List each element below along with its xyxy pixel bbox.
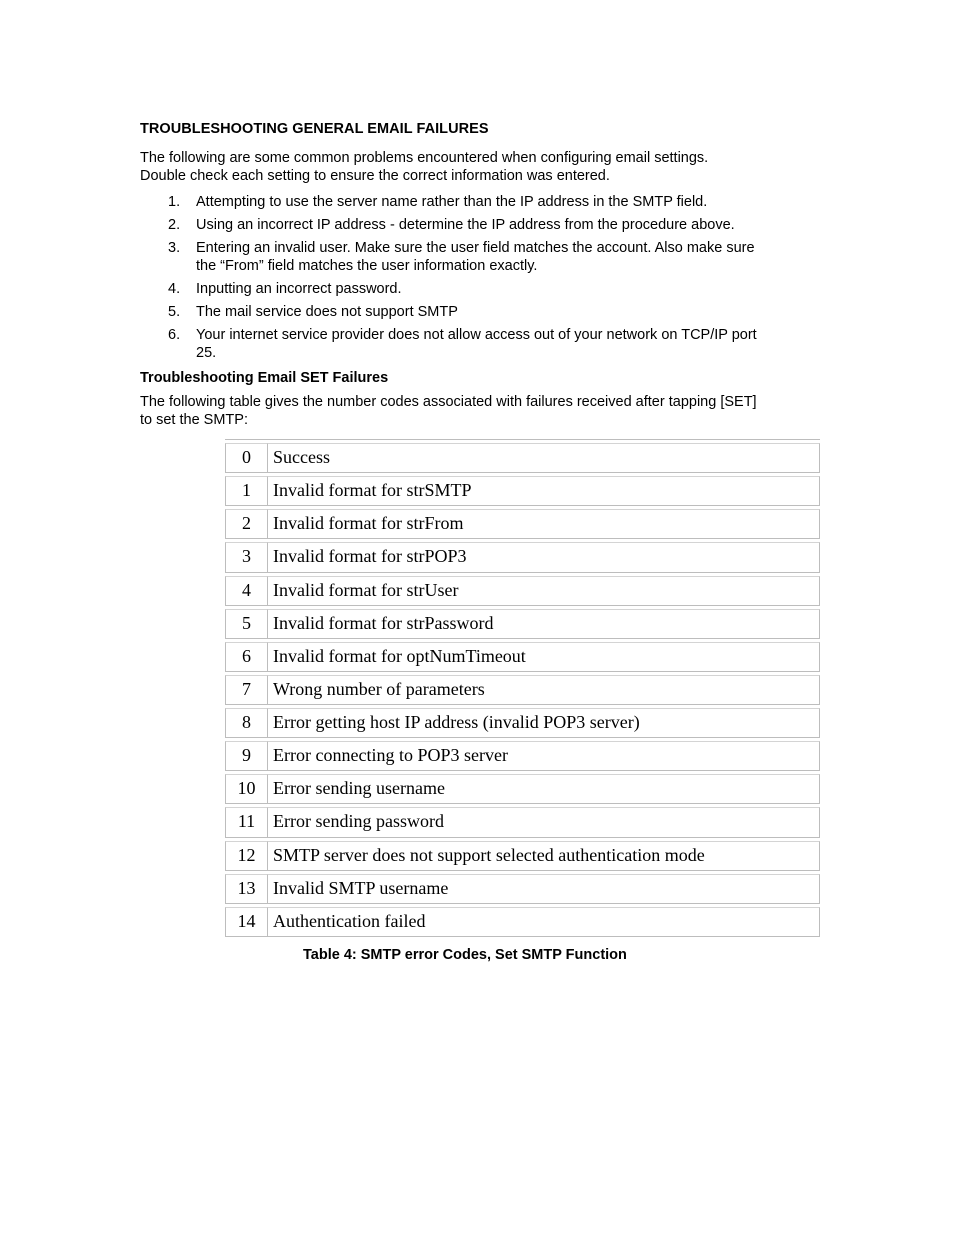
list-item-text [196,216,816,234]
table-row [225,838,820,871]
error-code-cell: 11 [225,807,267,836]
table-row [225,871,820,904]
table-row [225,639,820,672]
table-caption: Table 4: SMTP error Codes, Set SMTP Function [303,947,627,963]
table-row [225,672,820,705]
list-item-text-line: the “From” field matches the user information exactly. [196,258,538,274]
error-description-cell: Invalid SMTP username [267,874,820,903]
error-description-cell: Invalid format for strFrom [267,509,820,538]
list-item-text-line: 25. [196,345,217,361]
section-heading: TROUBLESHOOTING GENERAL EMAIL FAILURES [140,121,489,137]
list-item-text-line: Your internet service provider does not allow access out of your network on TCP/IP port [196,327,757,343]
table-row [225,738,820,771]
list-item-text-line: Attempting to use the server name rather than the IP address in the SMTP field. [196,194,708,210]
table-row [225,473,820,506]
error-code-cell: 8 [225,708,267,737]
list-item-text-line: Entering an invalid user. Make sure the user field matches the account. Also make sure [196,240,755,256]
table-row [225,804,820,837]
subsection-intro-line: to set the SMTP: [140,412,248,428]
list-item-text-line: Using an incorrect IP address - determine the IP address from the procedure above. [196,217,735,233]
table-row [225,705,820,738]
error-code-cell: 3 [225,542,267,571]
error-code-cell: 2 [225,509,267,538]
error-description-cell: SMTP server does not support selected authentication mode [267,841,820,870]
table-row [225,606,820,639]
error-description-cell: Error sending username [267,774,820,803]
error-description-cell: Error sending password [267,807,820,836]
list-item-number: 5. [168,304,181,320]
error-description-cell: Invalid format for optNumTimeout [267,642,820,671]
section-intro-line: The following are some common problems encountered when configuring email settings. [140,150,709,166]
table-row [225,440,820,473]
list-item-text-line: The mail service does not support SMTP [196,304,458,320]
error-description-cell: Success [267,443,820,472]
error-description-cell: Error connecting to POP3 server [267,741,820,770]
list-item-number: 1. [168,194,181,210]
error-code-cell: 13 [225,874,267,903]
error-code-cell: 6 [225,642,267,671]
error-description-cell: Wrong number of parameters [267,675,820,704]
error-code-cell: 12 [225,841,267,870]
table-row [225,771,820,804]
error-code-cell: 9 [225,741,267,770]
list-item-text [196,303,816,321]
error-description-cell: Error getting host IP address (invalid POP3 server) [267,708,820,737]
error-code-cell: 5 [225,609,267,638]
list-item-number: 3. [168,240,181,256]
error-description-cell: Invalid format for strUser [267,576,820,605]
table-row [225,573,820,606]
list-item-number: 2. [168,217,181,233]
list-item-text-line: Inputting an incorrect password. [196,281,402,297]
error-description-cell: Authentication failed [267,907,820,936]
list-item-number: 4. [168,281,181,297]
error-description-cell: Invalid format for strPassword [267,609,820,638]
table-row [225,904,820,937]
table-row [225,539,820,572]
error-description-cell: Invalid format for strPOP3 [267,542,820,571]
error-description-cell: Invalid format for strSMTP [267,476,820,505]
subsection-intro-line: The following table gives the number codes associated with failures received after tapping [SET] [140,394,757,410]
table-row [225,506,820,539]
section-intro [140,149,708,185]
error-code-cell: 14 [225,907,267,936]
error-code-cell: 7 [225,675,267,704]
section-intro-line: Double check each setting to ensure the correct information was entered. [140,168,610,184]
list-item-text [196,326,816,362]
list-item-text [196,280,816,298]
list-item-number: 6. [168,327,181,343]
error-code-cell: 10 [225,774,267,803]
smtp-error-code-table [225,439,820,937]
error-code-cell: 1 [225,476,267,505]
list-item-text [196,239,816,275]
subsection-intro [140,393,757,429]
error-code-cell: 0 [225,443,267,472]
list-item-text [196,193,816,211]
subsection-heading: Troubleshooting Email SET Failures [140,370,389,386]
error-code-cell: 4 [225,576,267,605]
